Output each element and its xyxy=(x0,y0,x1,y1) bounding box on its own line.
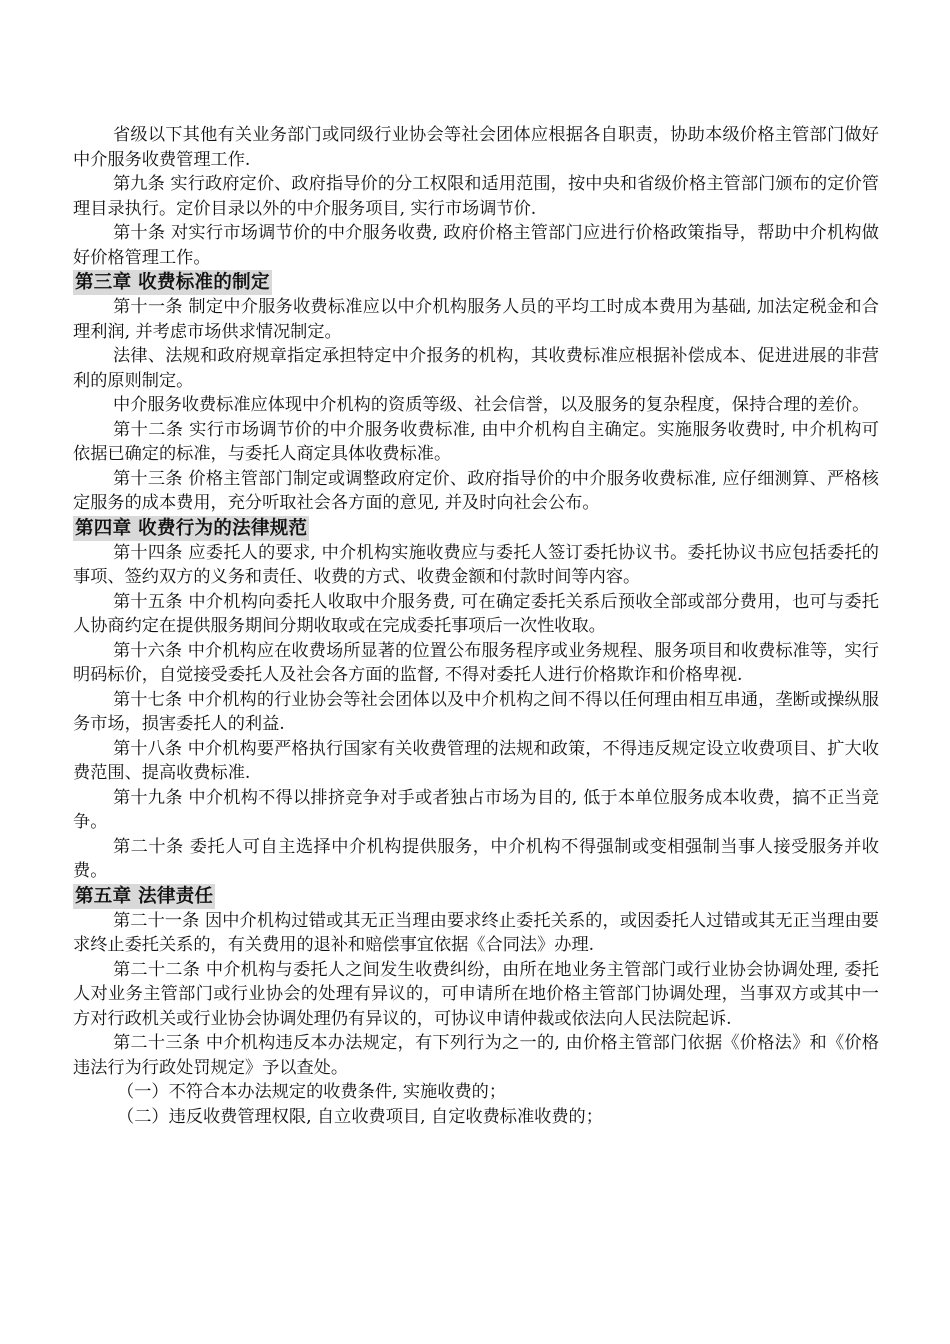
chapter-4-heading: 第四章 收费行为的法律规范 xyxy=(75,517,308,539)
paragraph: 第十一条 制定中介服务收费标准应以中介机构服务人员的平均工时成本费用为基础, 加法定税金和合理利润, 并考虑市场供求情况制定。 xyxy=(73,297,879,342)
paragraph: 第二十三条 中介机构违反本办法规定，有下列行为之一的, 由价格主管部门依据《价格法》和《价格违法行为行政处罚规定》予以查处。 xyxy=(73,1033,879,1078)
chapter-3-heading: 第三章 收费标准的制定 xyxy=(75,272,270,293)
paragraph: 第十五条 中介机构向委托人收取中介服务费, 可在确定委托关系后预收全部或部分费用，也可与委托人协商约定在提供服务期间分期收取或在完成委托事项后一次性收取。 xyxy=(73,591,879,636)
paragraph: 第十六条 中介机构应在收费场所显著的位置公布服务程序或业务规程、服务项目和收费标准等，实行明码标价，自觉接受委托人及社会各方面的监督, 不得对委托人进行价格欺诈和价格卑视. xyxy=(73,640,879,685)
paragraph: 法律、法规和政府规章指定承担特定中介报务的机构，其收费标准应根据补偿成本、促进进展的非营利的原则制定。 xyxy=(73,346,879,391)
list-item: （二）违反收费管理权限, 自立收费项目, 自定收费标准收费的； xyxy=(117,1106,603,1127)
paragraph: 第十三条 价格主管部门制定或调整政府定价、政府指导价的中介服务收费标准, 应仔细测算、严格核定服务的成本费用，充分听取社会各方面的意见, 并及时向社会公布。 xyxy=(73,468,879,513)
paragraph: 第二十条 委托人可自主选择中介机构提供服务，中介机构不得强制或变相强制当事人接受服务并收费。 xyxy=(73,836,879,881)
paragraph: 第十四条 应委托人的要求, 中介机构实施收费应与委托人签订委托协议书。委托协议书应包括委托的事项、签约双方的义务和责任、收费的方式、收费金额和付款时间等内容。 xyxy=(73,542,879,587)
chapter-heading-wrap xyxy=(73,270,879,295)
paragraph: 第十八条 中介机构要严格执行国家有关收费管理的法规和政策，不得违反规定设立收费项目、扩大收费范围、提高收费标准. xyxy=(73,738,879,783)
paragraph: 第二十二条 中介机构与委托人之间发生收费纠纷，由所在地业务主管部门或行业协会协调处理, 委托人对业务主管部门或行业协会的处理有异议的，可申请所在地价格主管部门协调处理，当事双方或其中一方对行政机关或行业协会协调处理仍有异议的，可协议申请仲裁或依法向人民法院起诉. xyxy=(73,959,879,1029)
paragraph: 第十七条 中介机构的行业协会等社会团体以及中介机构之间不得以任何理由相互串通，垄断或操纵服务市场，损害委托人的利益. xyxy=(73,689,879,734)
paragraph: 第九条 实行政府定价、政府指导价的分工权限和适用范围，按中央和省级价格主管部门颁布的定价管理目录执行。定价目录以外的中介服务项目, 实行市场调节价. xyxy=(73,174,879,219)
paragraph: 省级以下其他有关业务部门或同级行业协会等社会团体应根据各自职责，协助本级价格主管部门做好中介服务收费管理工作. xyxy=(73,125,879,170)
paragraph: 第十二条 实行市场调节价的中介服务收费标准, 由中介机构自主确定。实施服务收费时, 中介机构可依据已确定的标准，与委托人商定具体收费标准。 xyxy=(73,419,879,464)
chapter-heading-wrap xyxy=(73,516,879,541)
chapter-heading-wrap xyxy=(73,884,879,909)
paragraph: 中介服务收费标准应体现中介机构的资质等级、社会信誉，以及服务的复杂程度，保持合理的差价。 xyxy=(113,395,870,415)
document-body xyxy=(73,123,879,1129)
list-item: （一）不符合本办法规定的收费条件, 实施收费的； xyxy=(117,1082,507,1102)
paragraph: 第十条 对实行市场调节价的中介服务收费, 政府价格主管部门应进行价格政策指导，帮助中介机构做好价格管理工作。 xyxy=(73,223,879,268)
chapter-5-heading: 第五章 法律责任 xyxy=(75,885,214,907)
paragraph: 第十九条 中介机构不得以排挤竞争对手或者独占市场为目的, 低于本单位服务成本收费，搞不正当竞争。 xyxy=(73,787,879,832)
paragraph: 第二十一条 因中介机构过错或其无正当理由要求终止委托关系的，或因委托人过错或其无正当理由要求终止委托关系的，有关费用的退补和赔偿事宜依据《合同法》办理. xyxy=(73,910,879,955)
